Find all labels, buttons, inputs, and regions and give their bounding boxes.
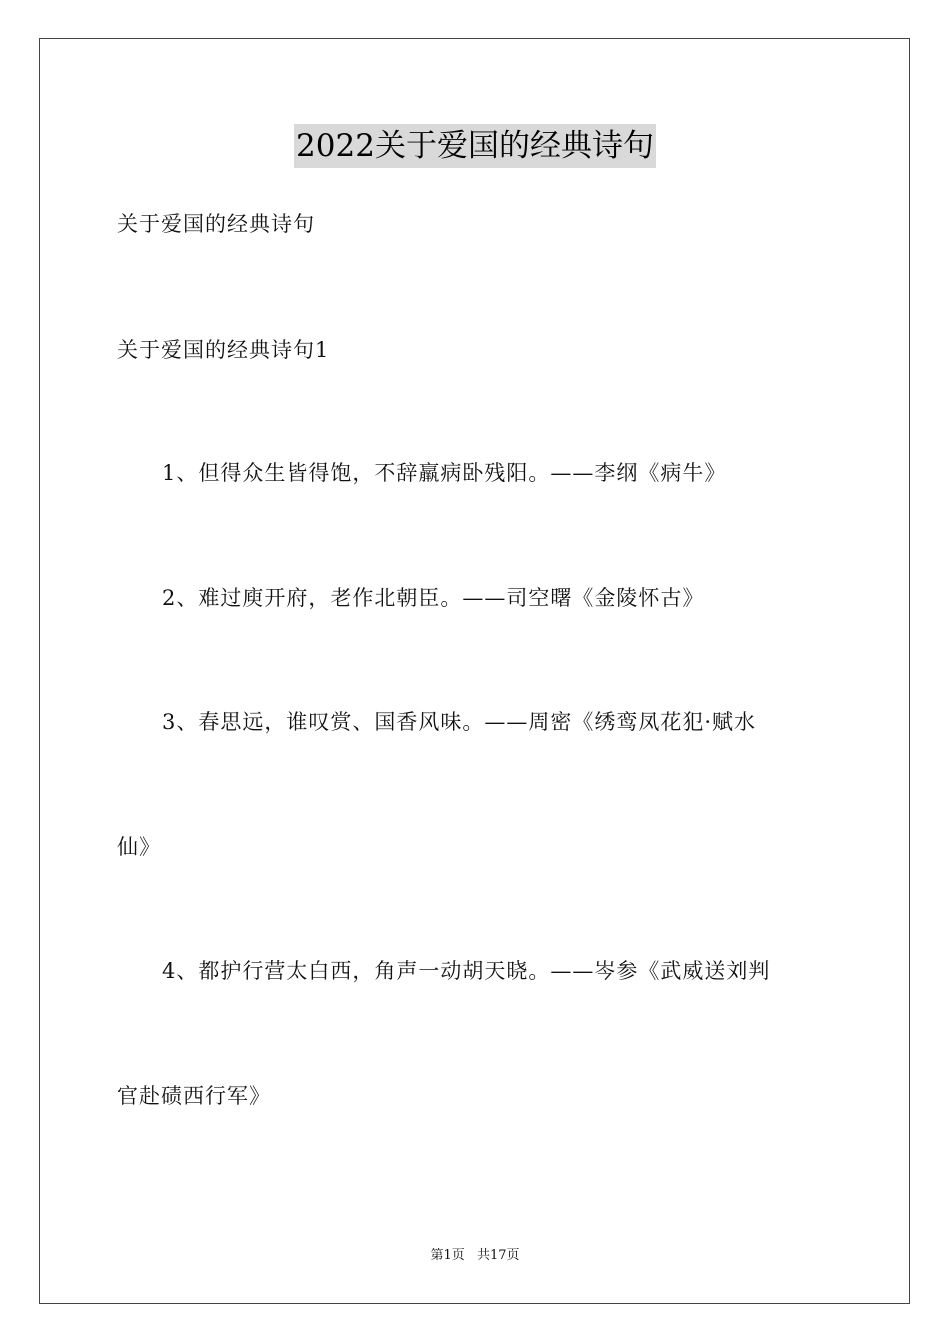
page-number: 第1页	[430, 1248, 465, 1263]
poem-line-4: 4、都护行营太白西，角声一动胡天晓。——岑参《武威送刘判	[162, 959, 771, 983]
document-subtitle: 关于爱国的经典诗句	[117, 212, 315, 236]
section-heading: 关于爱国的经典诗句1	[117, 338, 330, 362]
document-title: 2022关于爱国的经典诗句	[294, 124, 656, 168]
poem-line-3: 3、春思远，谁叹赏、国香风味。——周密《绣鸾凤花犯·赋水	[162, 710, 757, 734]
poem-line-1: 1、但得众生皆得饱，不辞羸病卧残阳。——李纲《病牛》	[162, 461, 727, 485]
poem-line-4-continued: 官赴碛西行军》	[117, 1084, 271, 1108]
page-total: 共17页	[476, 1248, 520, 1263]
poem-line-3-continued: 仙》	[117, 835, 161, 859]
poem-line-2: 2、难过庾开府，老作北朝臣。——司空曙《金陵怀古》	[162, 586, 705, 610]
page-footer	[0, 1247, 950, 1265]
title-container	[0, 124, 950, 168]
